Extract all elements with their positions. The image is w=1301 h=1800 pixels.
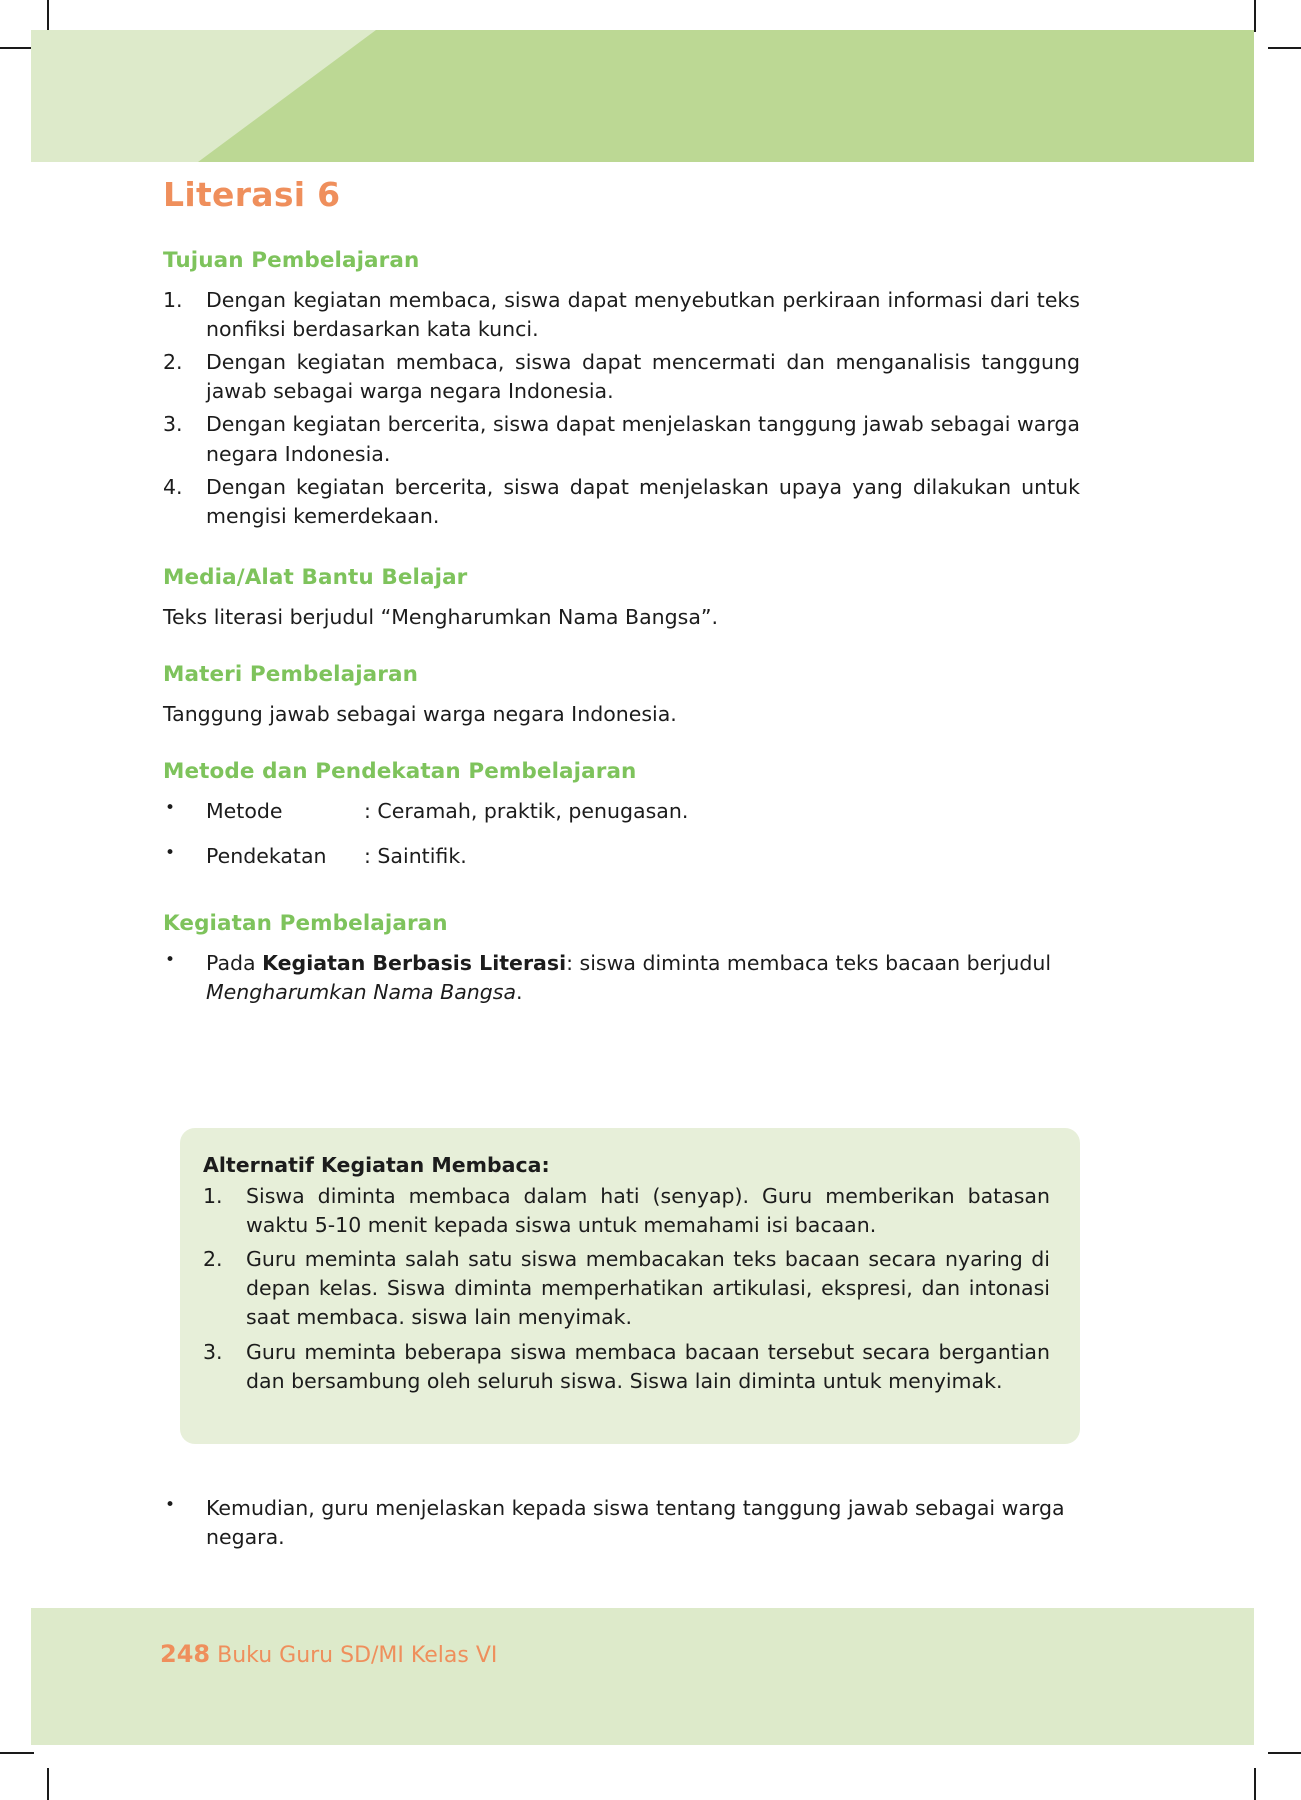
- section-heading-media: Media/Alat Bantu Belajar: [163, 564, 468, 590]
- pendekatan-row: [206, 842, 1080, 871]
- footer-band: [31, 1608, 1254, 1745]
- media-text: Teks literasi berjudul “Mengharumkan Nama Bangsa”.: [163, 604, 719, 629]
- list-item: Dengan kegiatan membaca, siswa dapat menyebutkan perkiraan informasi dari teks nonfiksi berdasarkan kata kunci.: [206, 288, 1080, 342]
- materi-text: Tanggung jawab sebagai warga negara Indonesia.: [163, 701, 677, 726]
- metode-value: : Ceramah, praktik, penugasan.: [364, 799, 689, 824]
- tail-list: [163, 1494, 1080, 1552]
- footer-label: Buku Guru SD/MI Kelas VI: [217, 1643, 498, 1668]
- kegiatan-prefix: Pada: [206, 951, 263, 976]
- metode-key: • Metode: [206, 799, 283, 824]
- spacer: [163, 632, 1080, 662]
- kegiatan-bold: Kegiatan Berbasis Literasi: [262, 951, 567, 976]
- pendekatan-value: : Saintifik.: [364, 844, 467, 869]
- list-item: • Kemudian, guru menjelaskan kepada siswa tentang tanggung jawab sebagai warga negara.: [163, 1494, 1080, 1552]
- list-item: Siswa diminta membaca dalam hati (senyap). Guru memberikan batasan waktu 5-10 menit kepada siswa untuk memahami isi bacaan.: [246, 1184, 1050, 1238]
- list-item: [163, 842, 1080, 871]
- list-item: Dengan kegiatan bercerita, siswa dapat menjelaskan upaya yang dilakukan untuk mengisi kemerdekaan.: [206, 474, 1080, 528]
- list-item: Guru meminta beberapa siswa membaca bacaan tersebut secara bergantian dan bersambung oleh seluruh siswa. Siswa lain diminta untuk menyimak.: [246, 1339, 1050, 1393]
- list-item: Dengan kegiatan membaca, siswa dapat mencermati dan menganalisis tanggung jawab sebagai warga negara Indonesia.: [206, 350, 1080, 404]
- crop-mark-top-right-vertical: [1254, 0, 1256, 32]
- tail-section: [163, 1494, 1080, 1568]
- footer: [160, 1640, 497, 1668]
- header-banner: [31, 30, 1254, 162]
- crop-mark-top-right-horizontal: [1268, 47, 1301, 49]
- tujuan-list: [163, 286, 1080, 531]
- alternatif-title: Alternatif Kegiatan Membaca:: [203, 1153, 550, 1177]
- alternatif-box: [180, 1128, 1080, 1444]
- alternatif-list: [203, 1182, 1050, 1396]
- crop-mark-bottom-left-horizontal: [0, 1752, 34, 1754]
- crop-mark-top-left-vertical: [47, 0, 49, 32]
- spacer: [163, 535, 1080, 565]
- list-item: [163, 797, 1080, 826]
- list-item: Guru meminta salah satu siswa membacakan teks bacaan secara nyaring di depan kelas. Siswa diminta memperhatikan artikulasi, ekspresi, dan intonasi saat membaca. siswa lain menyimak.: [246, 1247, 1050, 1330]
- kegiatan-suffix: .: [516, 980, 523, 1005]
- crop-mark-bottom-right-vertical: [1254, 1768, 1256, 1800]
- list-item: Dengan kegiatan bercerita, siswa dapat menjelaskan tanggung jawab sebagai warga negara Indonesia.: [206, 412, 1080, 466]
- crop-mark-top-left-horizontal: [0, 47, 34, 49]
- crop-mark-bottom-left-vertical: [47, 1768, 49, 1800]
- pendekatan-key: • Pendekatan: [206, 844, 327, 869]
- section-heading-kegiatan: Kegiatan Pembelajaran: [163, 911, 448, 937]
- page-number: 248: [160, 1640, 211, 1668]
- crop-mark-bottom-right-horizontal: [1268, 1752, 1301, 1754]
- section-heading-tujuan: Tujuan Pembelajaran: [163, 248, 420, 273]
- section-heading-materi: Materi Pembelajaran: [163, 661, 419, 687]
- spacer: [163, 887, 1080, 911]
- kegiatan-mid: : siswa diminta membaca teks bacaan berjudul: [566, 951, 1052, 976]
- kegiatan-list: [163, 949, 1080, 1007]
- metode-list: [163, 797, 1080, 871]
- kegiatan-italic: Mengharumkan Nama Bangsa: [206, 980, 517, 1005]
- spacer: [163, 729, 1080, 759]
- page-content: [163, 175, 1080, 1024]
- page-title: Literasi 6: [163, 175, 341, 214]
- metode-row: [206, 797, 1080, 826]
- section-heading-metode: Metode dan Pendekatan Pembelajaran: [163, 759, 637, 785]
- list-item: [163, 949, 1080, 1007]
